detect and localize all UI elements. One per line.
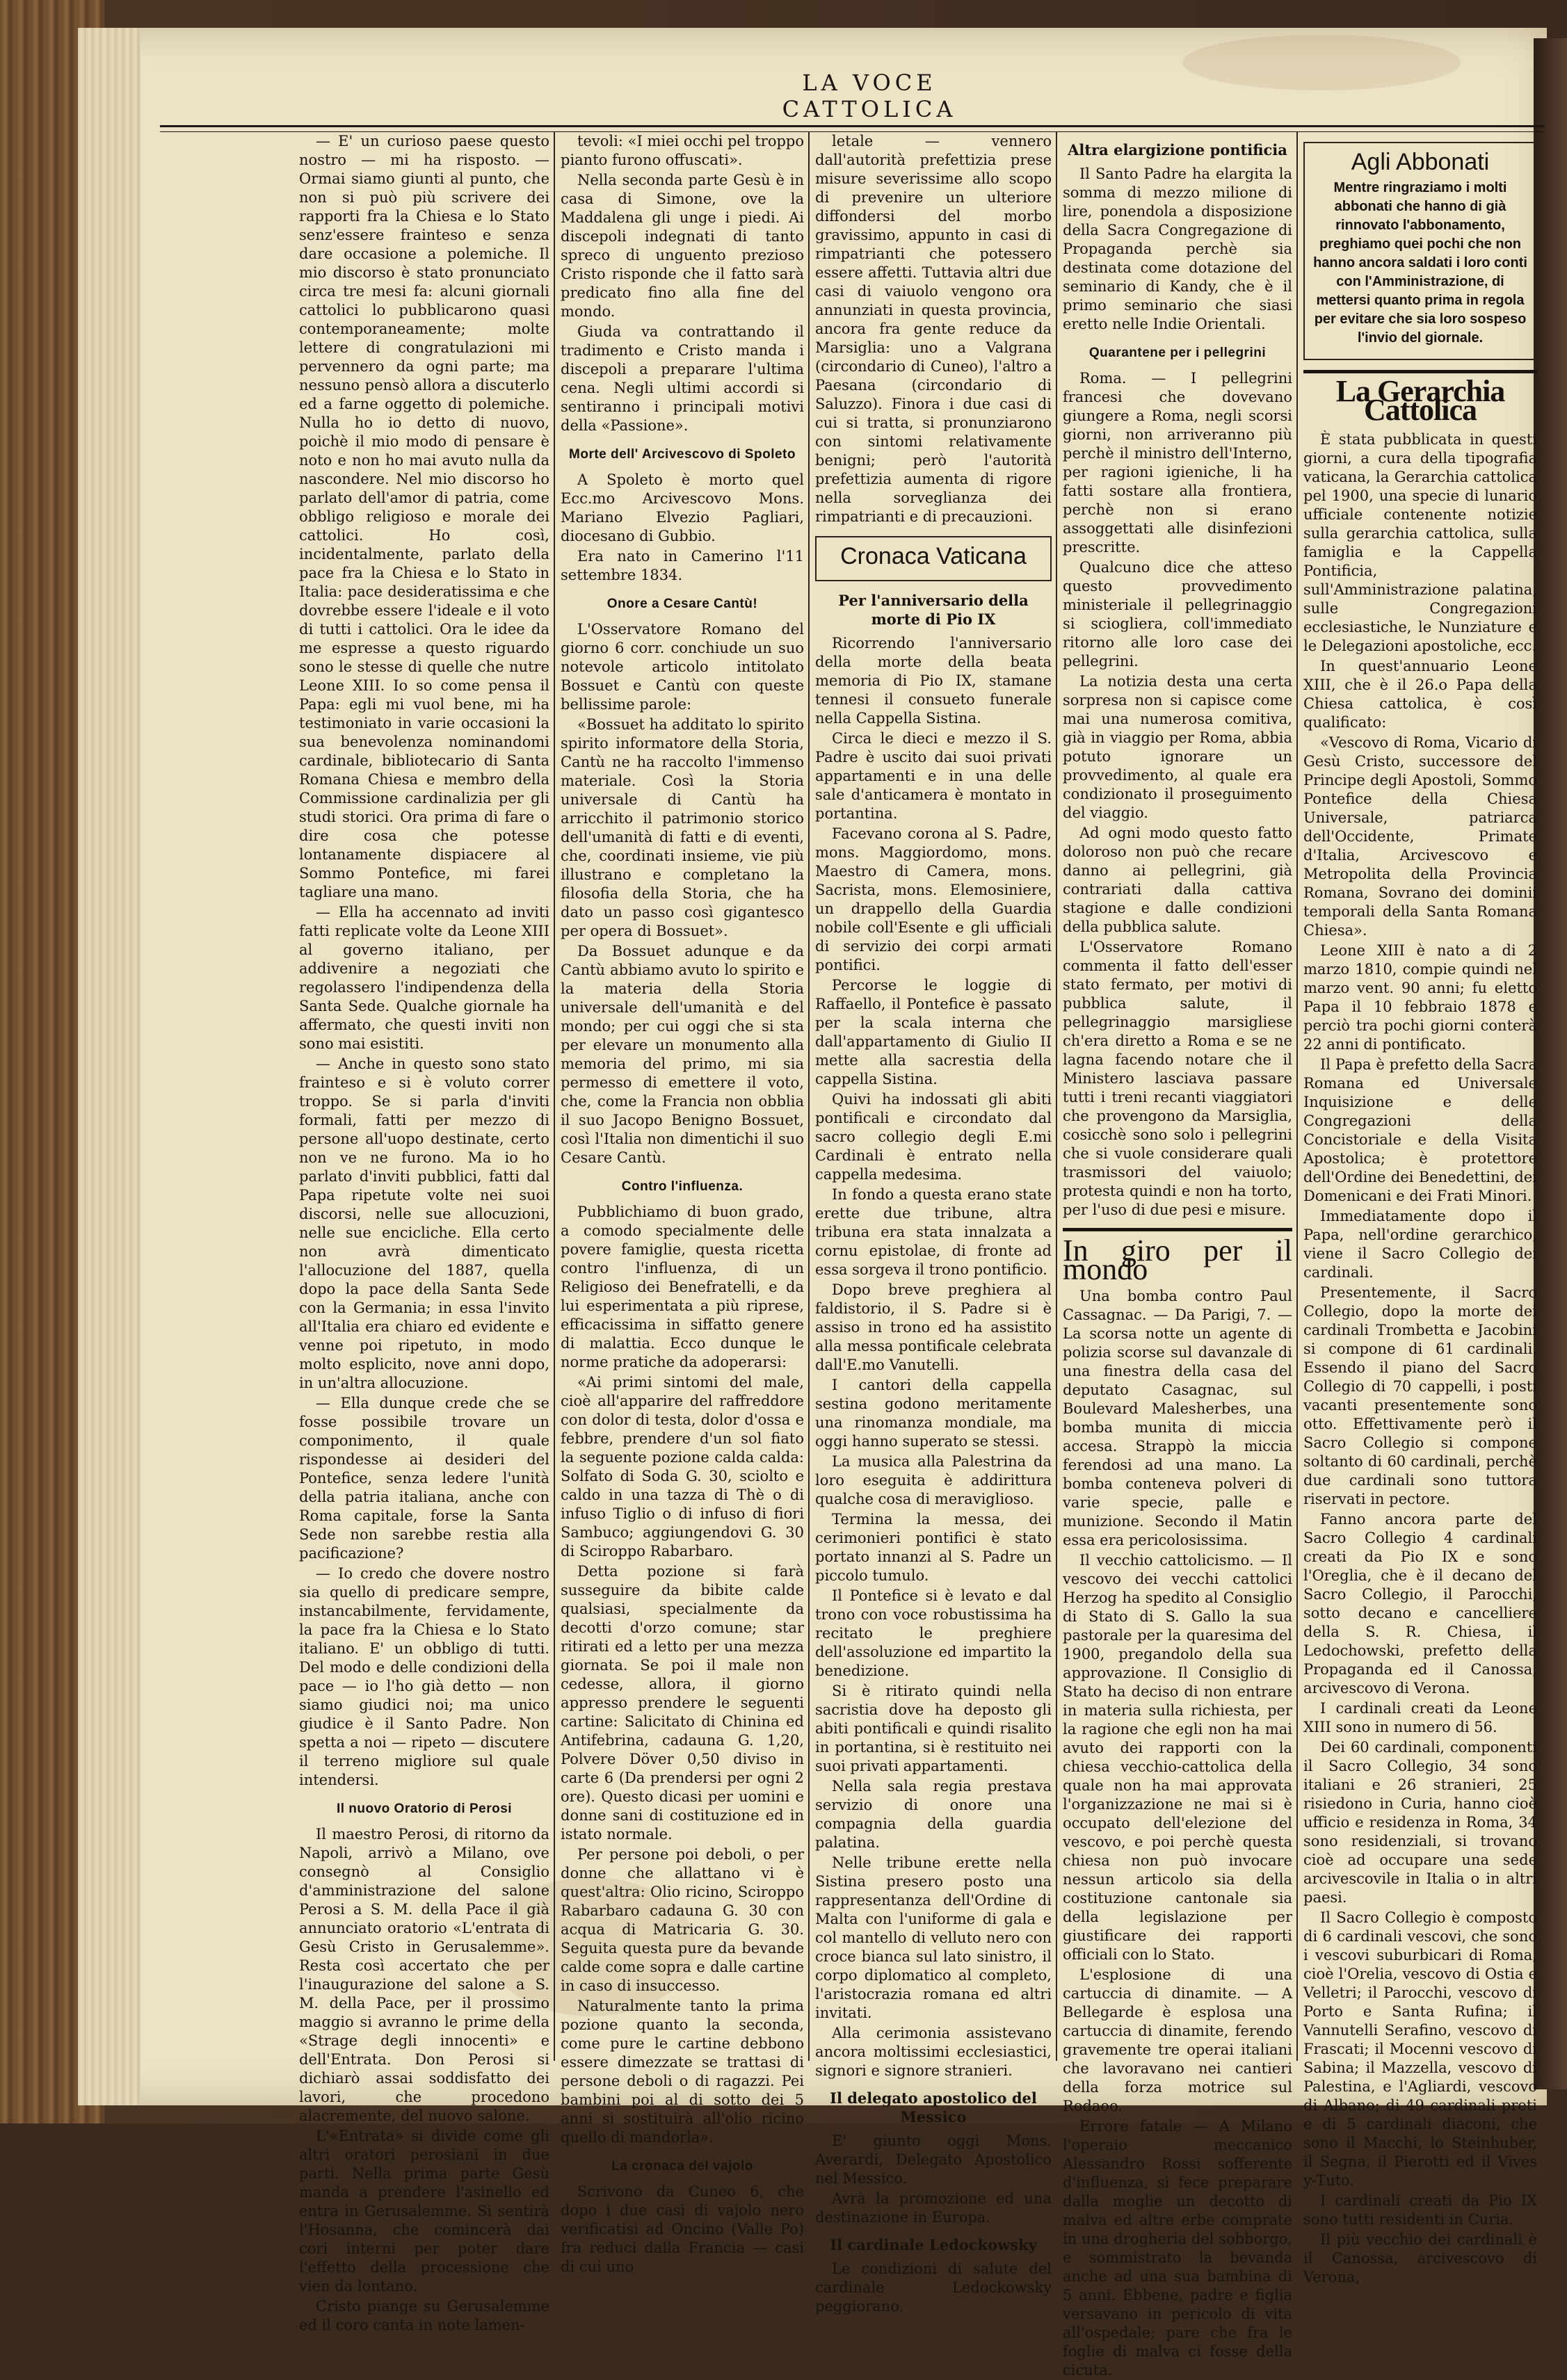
article-paragraph: — Ella dunque crede che se fosse possibile trovare un componimento, il quale rispondesse ai desideri del Pontefice, senza ledere l'unità della patria italiana, anche con Roma capitale, forse la Santa Sede non sarebbe restia alla pacificazione? bbox=[299, 1395, 549, 1562]
article-paragraph: Nella sala regia prestava servizio di onore una compagnia della guardia palatina. bbox=[815, 1778, 1052, 1851]
article-paragraph: Per persone poi deboli, o per donne che allattano vi è quest'altra: Olio ricino, Sciroppo Rabarbaro cadauna G. 30 con acqua di Matricaria G. 30. Seguita questa pure da bevande calde come sopra e dalle cartine in caso di insuccesso. bbox=[561, 1846, 804, 1994]
article-paragraph: L'Osservatore Romano commenta il fatto dell'esser stato fermato, per motivi di pubblica salute, il pellegrinaggio marsigliese ch'era diretto a Roma e se ne lagna facendo notare che il Ministero lasciava passare tutti i treni recanti viaggiatori che provengono da Marsiglia, cosicchè sono solo i pellegrini che si vuole considerare quali trasmissori del vaiuolo; protesta quindi e non ha torto, per l'uso di due pesi e misure. bbox=[1063, 939, 1292, 1218]
article-paragraph: Il Sacro Collegio è composto di 6 cardinali vescovi, che sono i vescovi suburbicari di Roma, cioè l'Orelia, vescovo di Ostia e Velletri; il Parocchi, vescovo di Porto e Santa Rufina; il Vannutelli Serafino, vescovo di Frascati; il Mocenni vescovo di Sabina; il Mazzella, vescovo di Palestina, e l'Agliardi, vescovo di Albano; di 49 cardinali preti e di 5 cardinali diaconi, che sono il Macchi, lo Steinhuber, il Segna, il Pierotti ed il Vives y-Tuto. bbox=[1303, 1909, 1537, 2189]
section-rule bbox=[1303, 370, 1537, 373]
article-paragraph: Detta pozione si farà susseguire da bibite calde qualsiasi, specialmente da decotti d'orzo comune; star ritirati ed a letto per una mezza giornata. Se poi il male non cedesse, allora, il giorno appresso prendere le seguenti cartine: Salicitato di Chinina ed Antifebrina, cadauna G. 1,20, Polvere Döver 0,50 diviso in carte 6 (Da prendersi per ogni 2 ore). Questo dicasi per uomini e donne sani di costituzione ed in istato normale. bbox=[561, 1563, 804, 1843]
article-paragraph: La notizia desta una certa sorpresa non si capisce come mai una numerosa comitiva, già in viaggio per Roma, abbia potuto ignorare un provvedimento, al quale era condizionato il proseguimento del viaggio. bbox=[1063, 673, 1292, 821]
article-paragraph: E' giunto oggi Mons. Averardi, Delegato Apostolico nel Messico. bbox=[815, 2132, 1052, 2187]
article-paragraph: Il Santo Padre ha elargita la somma di mezzo milione di lire, ponendola a disposizione della Sacra Congregazione di Propaganda perchè sia destinata come dotazione del seminario di Kandy, che è il primo seminario che siasi eretto nelle Indie Orientali. bbox=[1063, 165, 1292, 332]
article-paragraph: È stata pubblicata in questi giorni, a cura della tipografia vaticana, la Gerarchia cattolica pel 1900, una specie di lunario ufficiale contenente notizie sulla gerarchia cattolica, sulla famiglia e la Cappella Pontificia, sull'Amministrazione palatina, sulle Congregazioni ecclesiastiche, le Nunziature e le Delegazioni apostoliche, ecc. bbox=[1303, 431, 1537, 654]
article-paragraph: Ad ogni modo questo fatto doloroso non può che recare danno ai pellegrini, già contrariati dalla cattiva stagione e dalle condizioni della pubblica salute. bbox=[1063, 825, 1292, 935]
notice-title: Agli Abbonati bbox=[1351, 149, 1490, 175]
article-paragraph: Scrivono da Cuneo 6, che dopo i due casi di vajolo nero verificatisi ad Oncino (Valle Po) fra reduci dalla Francia — casi di cui uno bbox=[561, 2183, 804, 2275]
article-paragraph: Da Bossuet adunque e da Cantù abbiamo avuto lo spirito e la materia della Storia universale dell'umanità e del mondo; per cui oggi che si sta per elevare un monumento alla memoria del primo, mi sia permesso di emettere il voto, che, come la Francia non obblia il suo Jacopo Benigno Bossuet, così l'Italia non dimentichi il suo Cesare Cantù. bbox=[561, 943, 804, 1166]
column-rule bbox=[554, 132, 555, 2061]
section-title: In giro per il mondo bbox=[1063, 1233, 1292, 1286]
article-paragraph: Giuda va contrattando il tradimento e Cristo manda i discepoli a preparare l'ultima cena. Negli ultimi accordi si sentiranno i principali motivi della «Passione». bbox=[561, 323, 804, 434]
column-rule bbox=[1296, 132, 1298, 2061]
article-paragraph: Facevano corona al S. Padre, mons. Maggiordomo, mons. Maestro di Camera, mons. Sacrista, mons. Elemosiniere, un drappello della Guardia nobile coll'Esente e gli ufficiali di servizio dei corpi armati pontifici. bbox=[815, 825, 1052, 973]
cronaca-vaticana-box bbox=[815, 536, 1052, 581]
article-heading: Quarantene per i pellegrini bbox=[1088, 346, 1267, 360]
article-paragraph: tevoli: «I miei occhi pel troppo pianto furono offuscati». bbox=[561, 133, 804, 168]
article-paragraph: In quest'annuario Leone XIII, che è il 26.o Papa della Chiesa cattolica, è così qualificato: bbox=[1303, 658, 1537, 731]
masthead-title: LA VOCE CATTOLICA bbox=[782, 70, 957, 122]
notice-text: Mentre ringraziamo i molti abbonati che hanno di già rinnovato l'abbonamento, preghiamo quei pochi che non hanno ancora saldati i loro conti con l'Amministrazione, di mettersi quanto prima in regola per evitare che sia loro sospeso l'invio del giornale. bbox=[1313, 180, 1527, 346]
article-paragraph: Naturalmente tanto la prima pozione quanto la seconda, come pure le cartine debbono essere dimezzate se trattasi di persone deboli o di ragazzi. Pei bambini poi al di sotto dei 5 anni si sostituirà all'olio ricino quello di mandorla». bbox=[561, 1998, 804, 2146]
subscribers-notice-box bbox=[1303, 142, 1537, 360]
article-paragraph: letale — vennero dall'autorità prefettizia prese misure severissime allo scopo di prevenire un ulteriore diffondersi del morbo gravissimo, appunto in casi di rimpatrianti che potessero essere affetti. Tuttavia altri due casi di vaiuolo vengono ora annunziati in questa provincia, ancora fra gente reduce da Marsiglia: uno a Valgrana (circondario di Cuneo), l'altro a Paesana (circondario di Saluzzo). Finora i due casi di cui si tratta, si pronunziarono con sintomi relativamente benigni; però l'autorità prefettizia aumenta di rigore nella sorveglianza dei rimpatrianti e di precauzioni. bbox=[815, 133, 1052, 525]
article-paragraph: «Vescovo di Roma, Vicario di Gesù Cristo, successore del Principe degli Apostoli, Sommo Pontefice della Chiesa Universale, patriarca dell'Occidente, Primate d'Italia, Arcivescovo e Metropolita della Provincia Romana, Sovrano dei dominii temporali della Santa Romana Chiesa». bbox=[1303, 734, 1537, 939]
article-paragraph: Le condizioni di salute del cardinale Ledockowsky peggiorano. bbox=[815, 2260, 1052, 2315]
article-paragraph: Il Papa è prefetto della Sacra Romana ed Universale Inquisizione e delle Congregazioni della Concistoriale e della Visita Apostolica; è protettore dell'Ordine dei Benedettini, dei Domenicani e dei Frati Minori. bbox=[1303, 1056, 1537, 1204]
column-5 bbox=[1303, 132, 1537, 2285]
column-rule bbox=[808, 132, 810, 2061]
article-paragraph: Nella seconda parte Gesù è in casa di Simone, ove la Maddalena gli unge i piedi. Ai discepoli indegnati di tanto spreco di unguento prezioso Cristo risponde che il fatto sarà predicato fino alla fine del mondo. bbox=[561, 172, 804, 320]
column-2 bbox=[561, 132, 804, 2275]
article-paragraph: I cardinali creati da Pio IX sono tutti residenti in Curia. bbox=[1303, 2192, 1537, 2228]
article-paragraph: Fanno ancora parte del Sacro Collegio 4 cardinali creati da Pio IX e sono l'Oreglia, che è il decano del Sacro Collegio, il Parocchi, sotto decano e cancelliere della S. R. Chiesa, il Ledochowski, prefetto della Propaganda ed il Canossa, arcivescovo di Verona. bbox=[1303, 1511, 1537, 1697]
article-paragraph: Alla cerimonia assistevano ancora moltissimi ecclesiastici, signori e signore stranieri. bbox=[815, 2025, 1052, 2079]
article-heading: Contro l'influenza. bbox=[621, 1179, 744, 1194]
article-heading: Morte dell' Arcivescovo di Spoleto bbox=[569, 447, 796, 462]
article-subheading: Il cardinale Ledockowsky bbox=[830, 2236, 1037, 2253]
article-paragraph: Dopo breve preghiera al faldistorio, il S. Padre si è assiso in trono ed ha assistito alla messa pontificale celebrata dall'E.mo Vanutelli. bbox=[815, 1281, 1052, 1373]
article-paragraph: L'Osservatore Romano del giorno 6 corr. conchiude un suo notevole articolo intitolato Bossuet e Cantù con queste bellissime parole: bbox=[561, 621, 804, 713]
article-subheading: Per l'anniversario della morte di Pio IX bbox=[838, 592, 1029, 628]
article-paragraph: Immediatamente dopo il Papa, nell'ordine gerarchico, viene il Sacro Collegio dei cardinali. bbox=[1303, 1208, 1537, 1281]
article-paragraph: Il Pontefice si è levato e dal trono con voce robustissima ha recitato le preghiere dell'assoluzione ed impartito la benedizione. bbox=[815, 1587, 1052, 1679]
column-1 bbox=[299, 132, 549, 2333]
article-paragraph: I cardinali creati da Leone XIII sono in numero di 56. bbox=[1303, 1700, 1537, 1735]
article-paragraph: Circa le dieci e mezzo il S. Padre è uscito dai suoi privati appartamenti e in una delle sale d'anticamera è montato in portantina. bbox=[815, 730, 1052, 822]
article-paragraph: Nelle tribune erette nella Sistina presero posto una rappresentanza dell'Ordine di Malta con l'uniforme di gala e col mantello di velluto nero con croce bianca sul lato sinistro, il corpo diplomatico al completo, l'aristocrazia romana ed altri invitati. bbox=[815, 1854, 1052, 2021]
article-paragraph: Il più vecchio dei cardinali è il Canossa, arcivescovo di Verona, bbox=[1303, 2231, 1537, 2285]
article-paragraph: «Bossuet ha additato lo spirito spirito informatore della Storia, Cantù ne ha raccolto l'immenso materiale. Così la Storia universale di Cantù ha arricchito il patrimonio storico dell'umanità di fatti e di eventi, che, coordinati insieme, vie più illustrano e completano la filosofia della Storia, che ha dato un passo così gigantesco per opera di Bossuet». bbox=[561, 716, 804, 939]
article-paragraph: Qualcuno dice che atteso questo provvedimento ministeriale il pellegrinaggio si sciogliera, coll'immediato ritorno alle loro case dei pellegrini. bbox=[1063, 559, 1292, 670]
column-3 bbox=[815, 132, 1052, 2315]
article-paragraph: Leone XIII è nato a di 2 marzo 1810, compie quindi nel marzo vent. 90 anni; fu eletto Papa il 10 febbraio 1878 e perciò tra pochi giorni conterà 22 anni di pontificato. bbox=[1303, 942, 1537, 1053]
article-paragraph: Presentemente, il Sacro Collegio, dopo la morte dei cardinali Trombetta e Jacobini si compone di 61 cardinali. Essendo il piano del Sacro Collegio di 70 cappelli, i posti vacanti presentemente sono otto. Effettivamente però il Sacro Collegio si compone soltanto di 60 cardinali, perchè due cardinali sono tuttora riservati in pectore. bbox=[1303, 1284, 1537, 1507]
article-paragraph: Il maestro Perosi, di ritorno da Napoli, arrivò a Milano, ove consegnò al Consiglio d'amministrazione del salone Perosi a S. M. della Pace il già annunciato oratorio «L'entrata di Gesù Cristo in Gerusalemme». Resta così accertato che per l'inaugurazione del salone a S. M. della Pace, per il prossimo maggio si avranno le prime della «Strage degli innocenti» e dell'Entrata. Don Perosi si dichiarò assai soddisfatto dei lavori, che procedono alacremente, del nuovo salone. bbox=[299, 1826, 549, 2124]
article-paragraph: Avrà la promozione ed una destinazione in Europa. bbox=[815, 2190, 1052, 2226]
column-rule bbox=[1056, 132, 1057, 2061]
article-paragraph: Roma. — I pellegrini francesi che dovevano giungere a Roma, negli scorsi giorni, non arriveranno più perchè il ministro dell'Interno, per ragioni igieniche, li ha fatti sostare alla frontiera, perchè non si erano assoggettati alle disinfezioni prescritte. bbox=[1063, 370, 1292, 556]
article-paragraph: Pubblichiamo di buon grado, a comodo specialmente delle povere famiglie, questa ricetta contro l'influenza, di un Religioso dei Benefratelli, e da lui esperimentata a più riprese, efficacissima in siffatto genere di malattia. Ecco dunque le norme pratiche da adoperarsi: bbox=[561, 1204, 804, 1370]
article-paragraph: — E' un curioso paese questo nostro — mi ha risposto. — Ormai siamo giunti al punto, che non si può più scrivere dei rapporti fra la Chiesa e lo Stato senz'essere frainteso e senza dare occasione a polemiche. Il mio discorso è stato pronunciato circa tre mesi fa: alcuni giornali cattolici lo pubblicarono quasi contemporaneamente; molte lettere di congratulazioni mi pervennero da ogni parte; ma nessuno pensò allora a discuterlo ed a farne oggetto di polemiche. Nulla ho io detto di nuovo, poichè il mio modo di pensare è noto e non ho mai avuto nulla da nascondere. Nel mio discorso ho parlato dell'amor di patria, come obbligo religioso e morale dei cattolici. Ho così, incidentalmente, parlato della pace fra la Chiesa e lo Stato in Italia: pace desideratissima e che dovrebbe essere l'ideale e il voto di tutti i cattolici. Ora le idee da me espresse a questo riguardo sono le stesse di quelle che nutre Leone XIII. Io so come pensa il Papa: egli mi vuol bene, mi ha testimoniato in varie occasioni la sua benevolenza nominandomi cardinale, bibliotecario di Santa Romana Chiesa e membro della Commissione cardinalizia per gli studi storici. Ora prima di fare o dire cosa che potesse lontanamente dispiacere al Sommo Pontefice, mi farei tagliare una mano. bbox=[299, 133, 549, 900]
article-paragraph: In fondo a questa erano state erette due tribune, altra tribuna era stata innalzata a cornu epistolae, di fronte ad essa sorgeva il trono pontificio. bbox=[815, 1186, 1052, 1278]
section-rule bbox=[1063, 1228, 1292, 1231]
article-paragraph: Il vecchio cattolicismo. — Il vescovo dei vecchi cattolici Herzog ha spedito al Consiglio di Stato di S. Gallo la sua pastorale per la quaresima del 1900, pregandolo della sua approvazione. Il Consiglio di Stato ha deciso di non entrare in materia sulla richiesta, per la ragione che egli non ha mai avuto dei rapporti con la chiesa vecchio-cattolica della quale non ha mai approvata l'organizzazione ne mai si è occupato dell'elezione del vescovo, e poi perchè questa chiesa non può invocare nessun articolo sia della costituzione cantonale sia della legislazione per giustificare dei rapporti officiali con lo Stato. bbox=[1063, 1552, 1292, 1963]
article-paragraph: Si è ritirato quindi nella sacristia dove ha deposto gli abiti pontificali e quindi risalito in portantina, si è restituito nei suoi privati appartamenti. bbox=[815, 1683, 1052, 1774]
article-title: La Gerarchia Cattolica bbox=[1335, 374, 1505, 427]
article-heading: Il nuovo Oratorio di Perosi bbox=[336, 1802, 513, 1816]
article-paragraph: «Ai primi sintomi del male, cioè all'apparire del raffreddore con dolor di testa, dolor d'ossa e febbre, prendere d'un sol fiato la seguente pozione calda calda: Solfato di Soda G. 30, sciolto e caldo in una tazza di Thè o di infuso Tiglio o di infuso di fiori Sambuco; aggiungendovi G. 30 di Sciroppo Rabarbaro. bbox=[561, 1374, 804, 1560]
right-page-edge bbox=[1534, 38, 1567, 2089]
article-paragraph: I cantori della cappella sestina godono meritamente una rinomanza mondiale, ma oggi hanno superato se stessi. bbox=[815, 1377, 1052, 1450]
article-paragraph: Una bomba contro Paul Cassagnac. — Da Parigi, 7. — La scorsa notte un agente di polizia scorse sul davanzale di una finestra della casa del deputato Casagnac, sul Boulevard Malesherbes, una bomba munita di miccia accesa. Strappò la miccia ferendosi ad una mano. La bomba conteneva polveri di varie specie, palle e munizione. Secondo il Matin essa era pericolosissima. bbox=[1063, 1288, 1292, 1548]
article-paragraph: — Io credo che dovere nostro sia quello di predicare sempre, instancabilmente, fervidamente, la pace fra la Chiesa e lo Stato italiano. E' un obbligo di tutti. Del modo e delle condizioni della pace — io l'ho già detto — non siamo giudici noi; ma unico giudice è il Santo Padre. Non spetta a noi — ripeto — discutere il terreno migliore sul quale intendersi. bbox=[299, 1565, 549, 1788]
page-edges bbox=[78, 28, 140, 2105]
article-paragraph: Errore fatale — A Milano l'operaio meccanico Alessandro Rossi sofferente d'influenza, si fece preparare dalla moglie un decotto di malva ed altre erbe comprate in una drogheria del sobborgo, e sommistrato la bevanda anche ad una sua bambina di 5 anni. Ebbene, padre e figlia versavano in pericolo di vita all'ospedale; pare che fra le foglie di malva ci fosse della cicuta. bbox=[1063, 2118, 1292, 2379]
article-paragraph: Dei 60 cardinali, componenti il Sacro Collegio, 34 sono italiani e 26 stranieri, 25 risiedono in Curia, hanno cioè ufficio e residenza in Roma, 34 sono residenziali, si trovano cioè ad occupare una sede arcivescovile in Italia o in altri paesi. bbox=[1303, 1739, 1537, 1906]
article-paragraph: Ricorrendo l'anniversario della morte della beata memoria di Pio IX, stamane tennesi il consueto funerale nella Cappella Sistina. bbox=[815, 635, 1052, 727]
article-subheading: Il delegato apostolico del Messico bbox=[830, 2089, 1037, 2126]
article-paragraph: Termina la messa, dei cerimonieri pontifici è stato portato innanzi al S. Padre un piccolo tumulo. bbox=[815, 1511, 1052, 1584]
article-paragraph: — Ella ha accennato ad inviti fatti replicate volte da Leone XIII al governo italiano, per addivenire a negoziati che regolassero l'indipendenza della Santa Sede. Qualche giornale ha affermato, che questi inviti non sono mai esistiti. bbox=[299, 904, 549, 1052]
header-rule bbox=[160, 125, 1544, 132]
paper-stain bbox=[1182, 35, 1461, 90]
article-paragraph: Era nato in Camerino l'11 settembre 1834. bbox=[561, 548, 804, 583]
article-subheading: Altra elargizione pontificia bbox=[1068, 141, 1287, 159]
article-paragraph: La musica alla Palestrina da loro eseguita è addirittura qualche cosa di meraviglioso. bbox=[815, 1453, 1052, 1507]
article-paragraph: A Spoleto è morto quel Ecc.mo Arcivescovo Mons. Mariano Elvezio Pagliari, diocesano di Gubbio. bbox=[561, 471, 804, 544]
column-4 bbox=[1063, 132, 1292, 2379]
article-paragraph: Cristo piange su Gerusalemme ed il coro canta in note lamen- bbox=[299, 2298, 549, 2333]
section-box-title: Cronaca Vaticana bbox=[840, 543, 1027, 569]
article-paragraph: L'esplosione di una cartuccia di dinamite. — A Bellegarde è esplosa una cartuccia di dinamite, ferendo gravemente tre operai italiani che lavoravano nei cantieri della forza motrice sul Rodaoo. bbox=[1063, 1966, 1292, 2114]
article-paragraph: Quivi ha indossati gli abiti pontificali e circondato dal sacro collegio degli E.mi Cardinali è entrato nella cappella medesima. bbox=[815, 1091, 1052, 1183]
article-paragraph: L'«Entrata» si divide come gli altri oratori perosiani in due parti. Nella prima parte Gesù manda a prendere l'asinello ed entra in Gerusalemme. Si sentirà l'Hosanna, che comincerà dai cori interni per poter dare l'effetto della processione che vien da lontano. bbox=[299, 2128, 549, 2294]
article-paragraph: Percorse le loggie di Raffaello, il Pontefice è passato per la scala interna che dall'appartamento di Giulio II mette alla sacrestia della cappella Sistina. bbox=[815, 977, 1052, 1087]
article-heading: La cronaca del vajolo bbox=[611, 2159, 753, 2173]
article-heading: Onore a Cesare Cantù! bbox=[606, 597, 758, 611]
article-paragraph: — Anche in questo sono stato frainteso e si è voluto correr troppo. Se si parla d'inviti formali, fatti per mezzo di persone all'uopo destinate, certo non ve ne furono. Ma io ho parlato d'inviti pubblici, fatti dal Papa ripetute volte nei suoi discorsi, nelle sue allocuzioni, nelle sue encicliche. Ella certo non avrà dimenticato l'allocuzione del 1887, quella dopo la pace della Santa Sede con la Germania; in essa l'invito all'Italia era chiaro ed evidente e venne poi ripetuto, in modo molto esplicito, nove anni dopo, in un'altra allocuzione. bbox=[299, 1055, 549, 1391]
